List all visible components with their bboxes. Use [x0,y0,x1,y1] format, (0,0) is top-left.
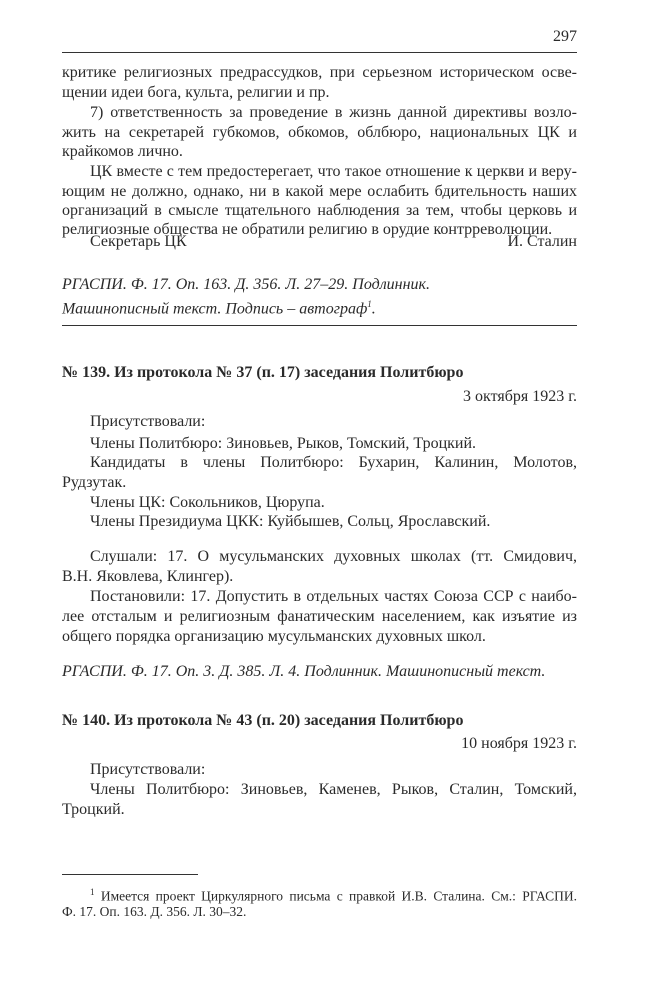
text-line: Рудзутак. [62,474,127,491]
archive-source: Машинописный текст. Подпись – автограф$^1$. [62,299,376,318]
text-line: жить на секретарей губкомов, обкомов, облбюро, национальных ЦК и [62,124,577,141]
text-line: Члены ЦК: Сокольников, Цюрупа. [90,494,325,511]
footnote-text: Имеется проект Циркулярного письма с правкой И.В. Сталина. См.: РГАСПИ. [100,888,578,904]
text-line: ЦК вместе с тем предостерегает, что такое отношение к церкви и веру- [90,163,577,180]
text-line: щении идеи бога, культа, религии и пр. [62,84,330,101]
footnote-text: Ф. 17. Оп. 163. Д. 356. Л. 30–32. [62,904,247,919]
text-line: Присутствовали: [90,413,206,430]
archive-source-text: Машинописный текст. Подпись – автограф [62,300,368,318]
document-heading: № 140. Из протокола № 43 (п. 20) заседания Политбюро [62,712,464,729]
signature-title: Секретарь ЦК [90,233,187,250]
text-line: Кандидаты в члены Политбюро: Бухарин, Калинин, Молотов, [90,454,577,471]
text-line: Члены Президиума ЦКК: Куйбышев, Сольц, Ярославский. [90,513,491,530]
text-line: критике религиозных предрассудков, при серьезном историческом осве- [62,64,577,81]
text-line: общего порядка организацию мусульманских духовных школ. [62,628,486,645]
text-line: 7) ответственность за проведение в жизнь данной директивы возло- [90,104,577,121]
text-line: Троцкий. [62,801,125,818]
header-rule [62,52,577,53]
footnote-number: 1 [90,887,95,897]
text-line: лее отсталым и религиозным фанатическим населением, как изъятие из [62,608,577,625]
text-line: Постановили: 17. Допустить в отдельных частях Союза ССР с наибо- [90,588,577,605]
text-line: Присутствовали: [90,761,206,778]
text-line: крайкомов лично. [62,143,183,160]
page-number: 297 [553,28,577,45]
text-line: Слушали: 17. О мусульманских духовных школах (тт. Смидович, [90,548,577,565]
footnote-rule [62,874,198,875]
section-rule [62,325,577,326]
text-line: религиозные общества не обратили религию в орудие контрреволюции. [62,221,553,238]
text-line: В.Н. Яковлева, Клингер). [62,568,234,585]
text-line: Члены Политбюро: Зиновьев, Рыков, Томский, Троцкий. [90,435,477,452]
archive-source: РГАСПИ. Ф. 17. Оп. 3. Д. 385. Л. 4. Подлинник. Машинописный текст. [62,663,546,680]
text-line: ющим не должно, однако, ни в какой мере ослабить бдительность наших [62,183,577,200]
text-line: организаций в смысле тщательного наблюдения за тем, чтобы церковь и [62,202,577,219]
document-heading: № 139. Из протокола № 37 (п. 17) заседания Политбюро [62,364,464,381]
signature-name: И. Сталин [507,233,577,250]
document-date: 3 октября 1923 г. [463,388,577,405]
text-line: Члены Политбюро: Зиновьев, Каменев, Рыков, Сталин, Томский, [90,781,577,798]
footnote-ref[interactable]: 1 [367,299,372,309]
document-date: 10 ноября 1923 г. [461,735,577,752]
archive-source: РГАСПИ. Ф. 17. Оп. 163. Д. 356. Л. 27–29. Подлинник. [62,276,431,293]
